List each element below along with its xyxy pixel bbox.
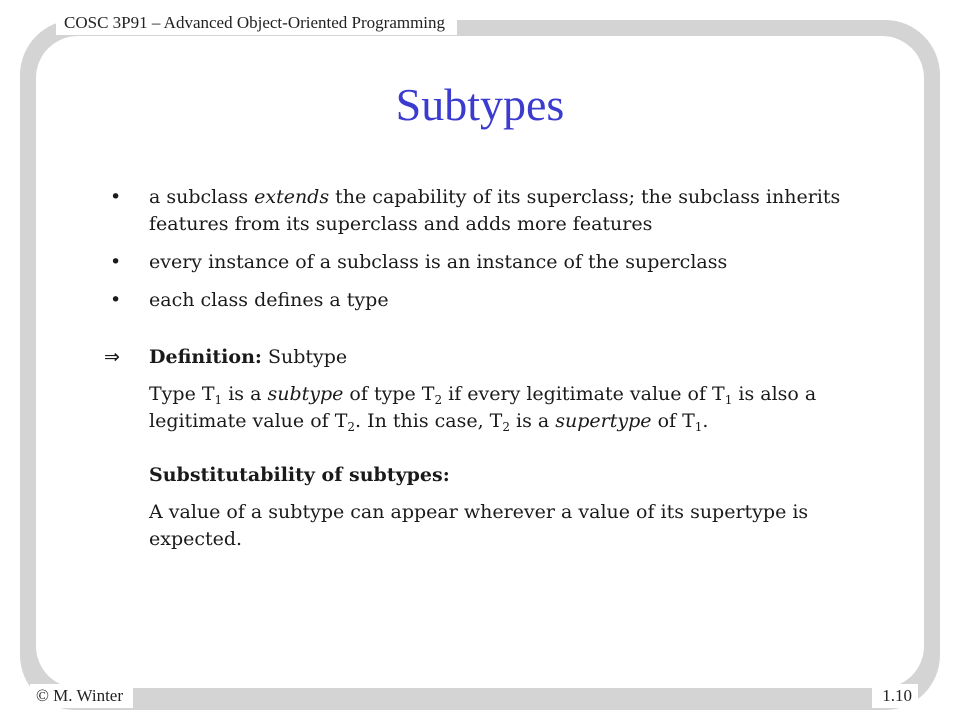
definition-label: Definition:	[149, 346, 262, 368]
implies-arrow-icon: ⇒	[104, 346, 120, 368]
bullet-text: every instance of a subclass is an instance of the superclass	[149, 251, 728, 273]
slide-content	[104, 184, 850, 553]
bullet-item	[110, 287, 850, 314]
definition-heading	[104, 344, 850, 371]
substitutability-text: A value of a subtype can appear wherever a value of its supertype is expected.	[149, 501, 809, 550]
bullet-icon: •	[110, 186, 122, 208]
definition-body: Type $T_1$ is a subtype of type $T_2$ if every legitimate value of $T_1$ is also a legitimate value of $T_2$. In this case, $T_2$ is a supertype of $T_1$.	[149, 383, 817, 434]
bullet-item	[110, 249, 850, 276]
footer-page-number: 1.10	[872, 684, 918, 708]
bullet-icon: •	[110, 251, 122, 273]
course-header: COSC 3P91 – Advanced Object-Oriented Programming	[56, 11, 457, 35]
footer-author: © M. Winter	[30, 684, 133, 708]
substitutability-heading: Substitutability of subtypes:	[149, 464, 450, 486]
bullet-text-pre: a subclass	[149, 186, 255, 208]
bullet-text: each class defines a type	[149, 289, 389, 311]
bullet-icon: •	[110, 289, 122, 311]
bullet-text-emphasis: extends	[254, 186, 330, 208]
bullet-item	[110, 184, 850, 238]
slide-title: Subtypes	[395, 79, 565, 130]
bullet-text-post: the capability of its superclass; the subclass inherits features from its superclass and adds more features	[149, 186, 841, 235]
definition-term: Subtype	[261, 346, 348, 368]
